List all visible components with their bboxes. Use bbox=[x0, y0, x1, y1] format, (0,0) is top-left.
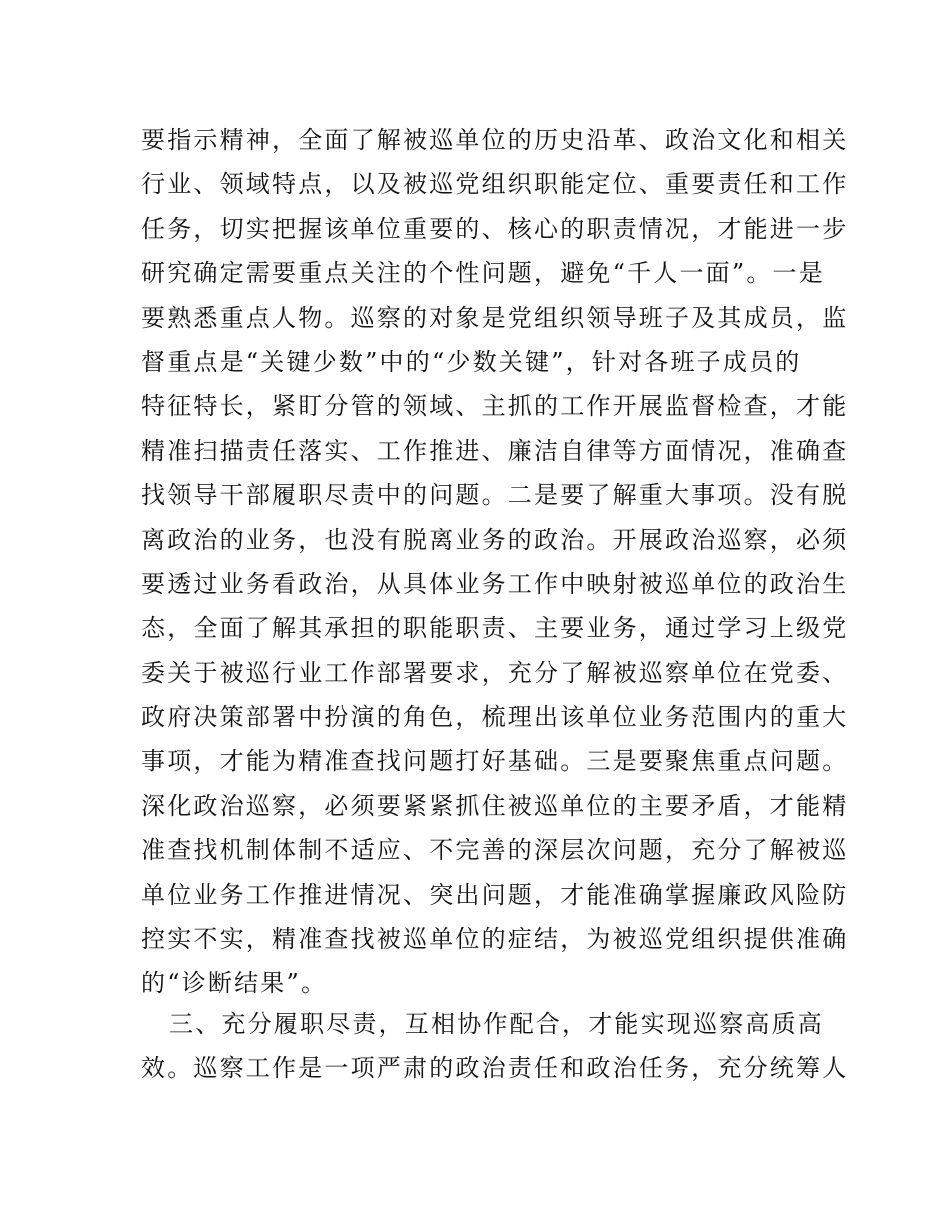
text-line: 事项，才能为精准查找问题打好基础。三是要聚焦重点问题。 bbox=[141, 747, 849, 776]
text-line: 督重点是“关键少数”中的“少数关键”，针对各班子成员的 bbox=[141, 347, 802, 376]
text-line: 要指示精神，全面了解被巡单位的历史沿革、政治文化和相关 bbox=[141, 126, 849, 154]
text-line: 找领导干部履职尽责中的问题。二是要了解重大事项。没有脱 bbox=[141, 481, 849, 510]
text-line: 任务，切实把握该单位重要的、核心的职责情况，才能进一步 bbox=[141, 214, 849, 243]
text-line: 特征特长，紧盯分管的领域、主抓的工作开展监督检查，才能 bbox=[141, 392, 849, 421]
text-line: 效。巡察工作是一项严肃的政治责任和政治任务，充分统筹人 bbox=[141, 1054, 849, 1083]
text-line: 要透过业务看政治，从具体业务工作中映射被巡单位的政治生 bbox=[141, 569, 849, 598]
text-line: 态，全面了解其承担的职能职责、主要业务，通过学习上级党 bbox=[141, 614, 849, 643]
text-line: 准查找机制体制不适应、不完善的深层次问题，充分了解被巡 bbox=[141, 836, 849, 865]
text-line: 行业、领域特点，以及被巡党组织职能定位、重要责任和工作 bbox=[141, 170, 849, 199]
text-line: 的“诊断结果”。 bbox=[141, 969, 328, 998]
text-line: 离政治的业务，也没有脱离业务的政治。开展政治巡察，必须 bbox=[141, 525, 849, 554]
body-paragraph-2 bbox=[141, 1002, 849, 1091]
text-line: 精准扫描责任落实、工作推进、廉洁自律等方面情况，准确查 bbox=[141, 436, 849, 465]
text-line: 委关于被巡行业工作部署要求，充分了解被巡察单位在党委、 bbox=[141, 658, 849, 687]
body-paragraph-1 bbox=[141, 118, 849, 1006]
text-line: 政府决策部署中扮演的角色，梳理出该单位业务范围内的重大 bbox=[141, 703, 849, 732]
section-heading-line: 三、充分履职尽责，互相协作配合，才能实现巡察高质高 bbox=[169, 1010, 824, 1038]
text-line: 深化政治巡察，必须要紧紧抓住被巡单位的主要矛盾，才能精 bbox=[141, 791, 849, 820]
text-line: 控实不实，精准查找被巡单位的症结，为被巡党组织提供准确 bbox=[141, 925, 849, 954]
text-line: 单位业务工作推进情况、突出问题，才能准确掌握廉政风险防 bbox=[141, 880, 849, 909]
text-line: 要熟悉重点人物。巡察的对象是党组织领导班子及其成员，监 bbox=[141, 303, 849, 332]
text-line: 研究确定需要重点关注的个性问题，避免“千人一面”。一是 bbox=[141, 259, 825, 288]
